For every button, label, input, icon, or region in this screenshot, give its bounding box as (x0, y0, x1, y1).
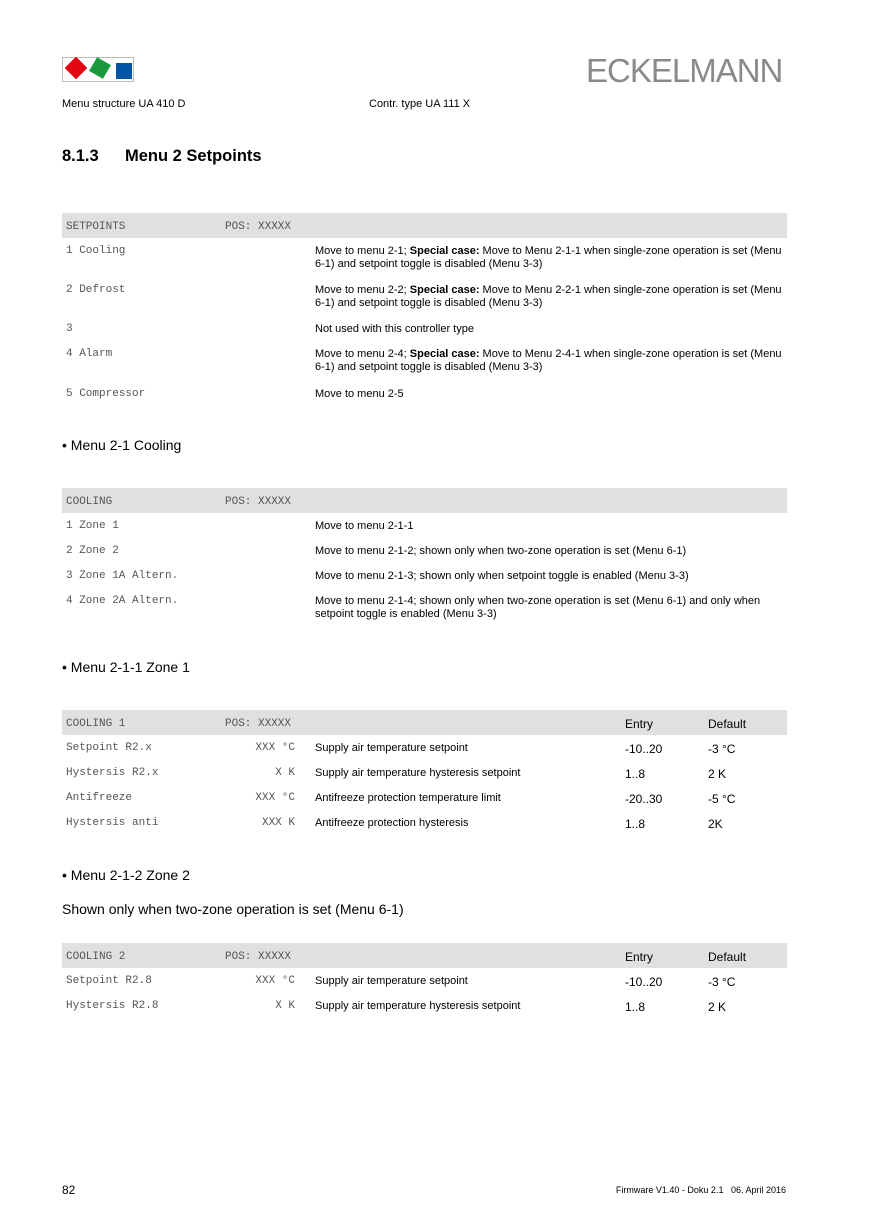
header-default: Default (708, 950, 747, 964)
row-name: Setpoint R2.8 (66, 975, 152, 987)
subheading-text: Menu 2-1-1 Zone 1 (70, 659, 190, 675)
row-default: -3 °C (708, 742, 736, 756)
desc-pre: Move to menu 2-4; (315, 348, 410, 360)
table-row (62, 817, 787, 831)
header-default: Default (708, 717, 747, 731)
header-name: COOLING (66, 496, 113, 508)
header-pos: POS: XXXXX (225, 951, 292, 963)
row-name: 4 Zone 2A Altern. (66, 595, 179, 607)
table-row (62, 975, 787, 989)
footer-info: Firmware V1.40 - Doku 2.1 06. April 2016 (615, 1185, 786, 1195)
subheading-text: Menu 2-1-2 Zone 2 (70, 867, 190, 883)
table-row (62, 742, 787, 756)
subheading-menu-2-1-1 (62, 659, 190, 675)
row-desc: Supply air temperature hysteresis setpoint (315, 1000, 521, 1012)
cooling-2-table (62, 943, 787, 1014)
row-desc: Antifreeze protection hysteresis (315, 817, 469, 829)
row-desc: Move to menu 2-1-4; shown only when two-zone operation is set (Menu 6-1) and only when setpoint toggle is enabled (Menu 3-3) (315, 595, 761, 620)
desc-bold: Special case: (409, 245, 480, 257)
row-desc: Move to menu 2-1-3; shown only when setpoint toggle is enabled (Menu 3-3) (315, 570, 689, 582)
table-header (62, 213, 787, 238)
row-unit: X K (275, 767, 295, 779)
header-name: COOLING 2 (66, 951, 126, 963)
header-left: Menu structure UA 410 D (62, 98, 186, 110)
row-entry: 1..8 (625, 767, 646, 781)
row-entry: -10..20 (625, 975, 663, 989)
row-name: 1 Zone 1 (66, 520, 119, 532)
row-desc (315, 284, 785, 310)
bullet-icon: • (62, 867, 67, 883)
header-middle: Contr. type UA 111 X (369, 98, 471, 110)
header-entry: Entry (625, 717, 654, 731)
row-name: 3 (66, 323, 73, 335)
section-number: 8.1.3 (62, 147, 99, 165)
row-name: Setpoint R2.x (66, 742, 152, 754)
table-row (62, 792, 787, 806)
desc-pre: Move to menu 2-2; (315, 284, 410, 296)
section-title (62, 147, 262, 166)
row-entry: -20..30 (625, 792, 663, 806)
row-unit: X K (275, 1000, 295, 1012)
row-default: -5 °C (708, 792, 736, 806)
bullet-icon: • (62, 659, 67, 675)
table-header (62, 488, 787, 513)
table-header (62, 943, 787, 968)
row-unit: XXX °C (255, 975, 295, 987)
row-desc: Move to menu 2-1-1 (315, 520, 414, 532)
subheading-menu-2-1-2 (62, 867, 190, 883)
desc-post: Move to Menu 2-4-1 when single-zone operation is set (Menu 6-1) and setpoint toggle is disabled (Menu 3-3) (315, 348, 782, 373)
row-unit: XXX °C (255, 742, 295, 754)
logo (62, 57, 134, 83)
row-desc (315, 388, 785, 401)
row-name: 3 Zone 1A Altern. (66, 570, 179, 582)
row-name: 4 Alarm (66, 348, 113, 360)
row-name: Antifreeze (66, 792, 133, 804)
setpoints-table (62, 213, 787, 400)
desc-post: Move to Menu 2-2-1 when single-zone operation is set (Menu 6-1) and setpoint toggle is disabled (Menu 3-3) (315, 284, 782, 309)
row-unit: XXX K (261, 817, 295, 829)
row-desc: Antifreeze protection temperature limit (315, 792, 501, 804)
table-header (62, 710, 787, 735)
row-unit: XXX °C (255, 792, 295, 804)
brand-name: ECKELMANN (586, 52, 783, 89)
desc-bold: Special case: (409, 348, 480, 360)
header-pos: POS: XXXXX (225, 496, 292, 508)
bullet-icon: • (62, 437, 67, 453)
cooling-1-table (62, 710, 787, 831)
desc-bold: Special case: (409, 284, 480, 296)
row-name: Hystersis R2.x (66, 767, 159, 779)
desc-pre: Move to menu 2-1; (315, 245, 410, 257)
header-name: COOLING 1 (66, 718, 126, 730)
row-name: 2 Defrost (66, 284, 126, 296)
row-desc (315, 348, 785, 374)
row-name: 5 Compressor (66, 388, 146, 400)
row-desc: Supply air temperature hysteresis setpoint (315, 767, 521, 779)
table-row (62, 767, 787, 781)
cooling-table (62, 488, 787, 620)
desc-post: Move to Menu 2-1-1 when single-zone operation is set (Menu 6-1) and setpoint toggle is disabled (Menu 3-3) (315, 245, 782, 270)
row-default: 2K (708, 817, 723, 831)
row-desc: Supply air temperature setpoint (315, 975, 468, 987)
row-entry: -10..20 (625, 742, 663, 756)
row-name: Hystersis anti (66, 817, 159, 829)
header-pos: POS: XXXXX (225, 221, 292, 233)
row-desc (315, 323, 785, 336)
subheading-menu-2-1 (62, 437, 181, 453)
row-default: 2 K (708, 1000, 727, 1014)
section-title-text: Menu 2 Setpoints (125, 147, 262, 165)
row-desc: Move to menu 2-1-2; shown only when two-zone operation is set (Menu 6-1) (315, 545, 687, 557)
row-name: 1 Cooling (66, 245, 126, 257)
row-entry: 1..8 (625, 1000, 646, 1014)
page-number: 82 (62, 1183, 76, 1197)
subheading-text: Menu 2-1 Cooling (70, 437, 182, 453)
row-desc (315, 245, 785, 271)
table-row (62, 1000, 787, 1014)
header-entry: Entry (625, 950, 654, 964)
desc-pre: Not used with this controller type (315, 323, 474, 335)
row-entry: 1..8 (625, 817, 646, 831)
header-name: SETPOINTS (66, 221, 126, 233)
row-name: 2 Zone 2 (66, 545, 119, 557)
desc-pre: Move to menu 2-5 (315, 388, 404, 400)
row-default: -3 °C (708, 975, 736, 989)
row-desc: Supply air temperature setpoint (315, 742, 468, 754)
zone-2-note: Shown only when two-zone operation is set (Menu 6-1) (62, 901, 404, 917)
header-pos: POS: XXXXX (225, 718, 292, 730)
row-name: Hystersis R2.8 (66, 1000, 159, 1012)
logo-blue-square (116, 63, 132, 79)
row-default: 2 K (708, 767, 727, 781)
